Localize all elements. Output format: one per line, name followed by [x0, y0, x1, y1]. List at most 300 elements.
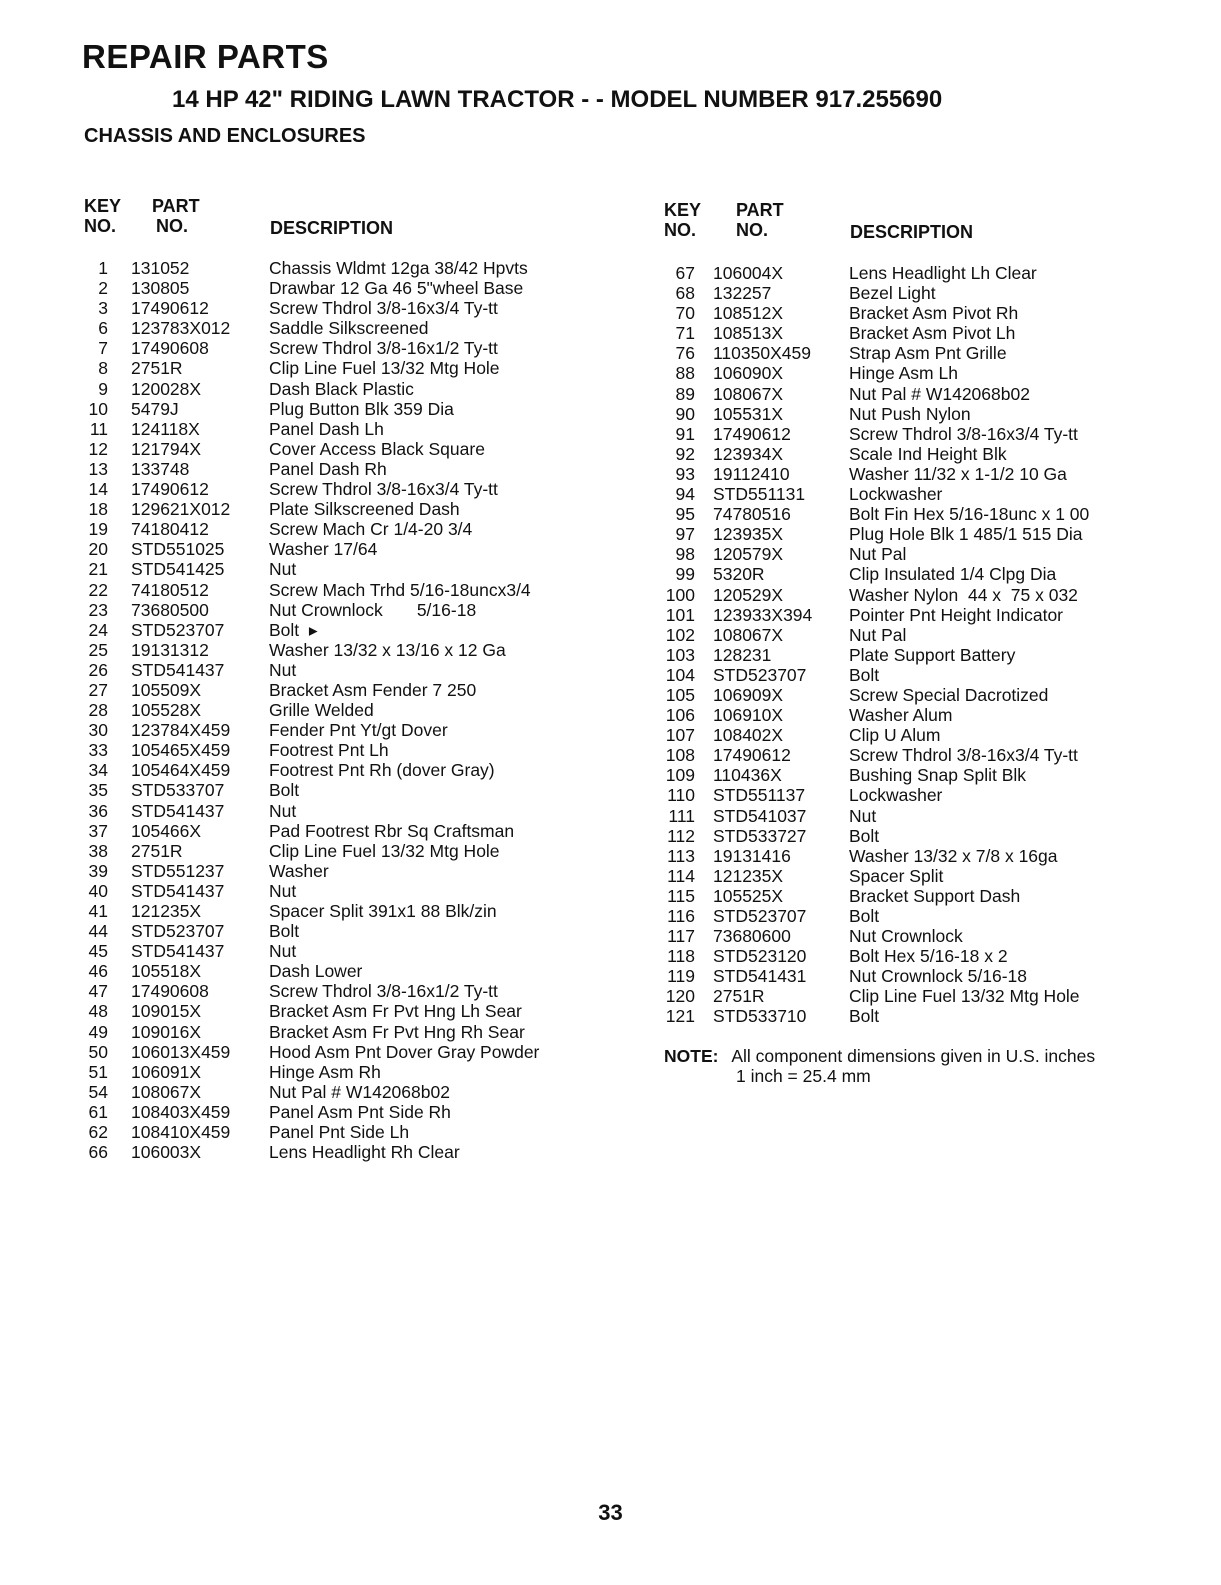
part-description: Bracket Support Dash	[849, 885, 1021, 906]
key-number: 76	[675, 343, 695, 364]
table-row	[84, 1082, 604, 1102]
table-row	[84, 720, 604, 740]
table-row	[660, 926, 1160, 946]
part-number: 17490612	[713, 745, 791, 766]
key-number: 70	[675, 303, 695, 324]
key-number: 23	[88, 599, 108, 620]
part-number: 121235X	[131, 901, 202, 921]
part-number: 17490612	[131, 298, 209, 319]
part-number: 17490608	[131, 981, 209, 1002]
part-description: Scale Ind Height Blk	[849, 443, 1007, 464]
part-number: 105464X459	[131, 760, 231, 781]
key-number: 117	[667, 926, 695, 947]
part-number: 106091X	[131, 1061, 202, 1082]
key-number: 54	[88, 1081, 108, 1102]
part-description: Dash Lower	[269, 961, 363, 982]
part-description: Bezel Light	[849, 283, 936, 304]
part-description: Screw Thdrol 3/8-16x3/4 Ty-tt	[849, 745, 1078, 766]
key-number: 44	[88, 921, 108, 942]
key-number: 51	[88, 1061, 108, 1082]
part-number: 120529X	[713, 584, 784, 605]
key-number: 71	[675, 323, 695, 344]
description-header: DESCRIPTION	[270, 218, 394, 238]
key-number: 107	[665, 725, 695, 746]
table-row	[84, 1102, 604, 1122]
key-number: 24	[88, 619, 108, 640]
table-row	[660, 444, 1160, 464]
table-row	[660, 544, 1160, 564]
part-number: 108402X	[713, 725, 784, 746]
part-number: 105525X	[713, 885, 784, 906]
part-description: Nut	[269, 559, 297, 580]
part-description: Hinge Asm Rh	[269, 1061, 381, 1082]
part-number: 19112410	[713, 463, 790, 484]
part-number: 105531X	[713, 403, 784, 424]
key-number: 118	[667, 946, 695, 967]
table-row	[84, 961, 604, 981]
part-description: Plug Button Blk 359 Dia	[269, 398, 454, 419]
key-number: 98	[675, 544, 695, 565]
table-row	[660, 384, 1160, 404]
part-number: 19131416	[713, 845, 791, 866]
part-description: Nut Crownlock 5/16-18	[269, 599, 477, 620]
table-row	[84, 660, 604, 680]
part-description: Bolt	[269, 921, 300, 942]
table-row	[84, 539, 604, 559]
table-row	[84, 580, 604, 600]
part-number: STD523707	[131, 619, 225, 640]
part-description: Screw Thdrol 3/8-16x3/4 Ty-tt	[269, 479, 498, 500]
part-number: STD551137	[713, 785, 806, 806]
table-row	[84, 640, 604, 660]
key-number: 18	[88, 499, 108, 520]
part-description: Bolt	[849, 664, 880, 685]
table-row	[660, 585, 1160, 605]
part-number: 128231	[713, 644, 772, 665]
part-description: Clip Line Fuel 13/32 Mtg Hole	[269, 358, 500, 379]
part-description: Bolt Hex 5/16-18 x 2	[849, 946, 1008, 967]
table-row	[660, 363, 1160, 383]
part-description: Drawbar 12 Ga 46 5"wheel Base	[269, 278, 524, 299]
part-description: Bolt ▸	[269, 619, 318, 640]
part-number: STD533727	[713, 825, 807, 846]
table-row	[84, 278, 604, 298]
part-description: Clip Line Fuel 13/32 Mtg Hole	[269, 840, 500, 861]
part-description: Washer	[269, 860, 329, 881]
table-row	[84, 881, 604, 901]
part-number: 131052	[131, 258, 190, 278]
note-line2: 1 inch = 25.4 mm	[736, 1066, 871, 1086]
key-number: 62	[88, 1122, 108, 1143]
part-description: Nut Push Nylon	[849, 403, 971, 424]
key-number: 113	[667, 845, 695, 866]
table-row	[660, 705, 1160, 725]
part-number: 130805	[131, 278, 190, 299]
key-number: 109	[665, 765, 695, 786]
table-row	[84, 519, 604, 539]
key-number: 114	[667, 865, 695, 886]
part-description: Bushing Snap Split Blk	[849, 765, 1027, 786]
key-number: 110	[667, 785, 695, 806]
part-description: Lens Headlight Lh Clear	[849, 263, 1037, 283]
key-number: 26	[88, 659, 108, 680]
description-header: DESCRIPTION	[850, 222, 974, 242]
part-header-line1: PART	[736, 200, 784, 220]
part-number: 106003X	[131, 1142, 202, 1163]
table-row	[84, 559, 604, 579]
table-row	[660, 765, 1160, 785]
part-description: Washer 17/64	[269, 539, 378, 560]
part-number: 2751R	[713, 986, 765, 1007]
key-number: 115	[667, 885, 695, 906]
part-number: STD541437	[131, 800, 225, 821]
part-number: 106910X	[713, 705, 784, 726]
table-row	[84, 358, 604, 378]
key-number: 103	[665, 644, 695, 665]
part-number: STD533710	[713, 1006, 807, 1027]
key-number: 27	[88, 679, 108, 700]
table-row	[84, 1142, 604, 1162]
part-number: STD523707	[131, 921, 225, 942]
part-number: 108067X	[131, 1081, 202, 1102]
part-description: Screw Thdrol 3/8-16x1/2 Ty-tt	[269, 338, 498, 359]
table-row	[84, 1022, 604, 1042]
table-row	[660, 564, 1160, 584]
table-row	[84, 419, 604, 439]
part-description: Clip Line Fuel 13/32 Mtg Hole	[849, 986, 1080, 1007]
part-description: Nut	[269, 880, 297, 901]
part-description: Clip U Alum	[849, 725, 941, 746]
key-number: 99	[675, 564, 695, 585]
part-number: 109015X	[131, 1001, 202, 1022]
table-row	[660, 906, 1160, 926]
part-description: Panel Pnt Side Lh	[269, 1122, 410, 1143]
part-description: Screw Thdrol 3/8-16x3/4 Ty-tt	[269, 298, 498, 319]
table-row	[84, 801, 604, 821]
key-number: 112	[667, 825, 695, 846]
part-number: 120579X	[713, 544, 784, 565]
key-number: 94	[675, 484, 695, 505]
key-header-line2: NO.	[84, 216, 117, 236]
key-number: 22	[88, 579, 108, 600]
key-number: 9	[98, 378, 108, 399]
part-description: Panel Dash Lh	[269, 418, 384, 439]
part-number: 105518X	[131, 961, 202, 982]
table-row	[84, 780, 604, 800]
key-number: 104	[665, 664, 695, 685]
table-row	[660, 625, 1160, 645]
part-description: Footrest Pnt Lh	[269, 740, 389, 761]
part-number: 123934X	[713, 443, 784, 464]
part-description: Washer 11/32 x 1-1/2 10 Ga	[849, 463, 1067, 484]
table-row	[84, 1001, 604, 1021]
part-number: 108410X459	[131, 1122, 231, 1143]
key-number: 20	[88, 539, 108, 560]
key-number: 3	[98, 298, 108, 319]
part-description: Nut	[269, 941, 297, 962]
table-row	[84, 459, 604, 479]
right-parts-list	[660, 263, 1160, 1027]
part-description: Washer Alum	[849, 705, 953, 726]
key-number: 116	[667, 906, 695, 926]
page-title: REPAIR PARTS	[82, 38, 329, 75]
key-number: 46	[88, 961, 108, 982]
part-description: Cover Access Black Square	[269, 438, 485, 459]
part-number: 17490612	[131, 479, 209, 500]
key-number: 36	[88, 800, 108, 821]
part-number: 2751R	[131, 840, 183, 861]
part-number: STD541425	[131, 559, 225, 580]
key-number: 111	[668, 805, 695, 826]
key-number: 12	[88, 438, 108, 459]
model-subtitle: 14 HP 42" RIDING LAWN TRACTOR - - MODEL NUMBER 917.255690	[172, 86, 943, 113]
part-description: Hinge Asm Lh	[849, 363, 958, 384]
part-description: Pointer Pnt Height Indicator	[849, 604, 1064, 625]
part-description: Nut Pal	[849, 624, 907, 645]
part-number: 124118X	[131, 418, 200, 439]
part-description: Spacer Split 391x1 88 Blk/zin	[269, 901, 497, 921]
part-number: 105528X	[131, 700, 202, 721]
key-number: 97	[675, 524, 695, 545]
table-row	[660, 685, 1160, 705]
table-row	[660, 323, 1160, 343]
part-number: 73680600	[713, 926, 791, 947]
part-description: Bracket Asm Fr Pvt Hng Rh Sear	[269, 1021, 525, 1042]
part-number: 17490612	[713, 423, 791, 444]
key-number: 34	[88, 760, 108, 781]
key-number: 10	[88, 398, 108, 419]
part-number: 110436X	[713, 765, 782, 786]
part-description: Lens Headlight Rh Clear	[269, 1142, 460, 1163]
table-row	[84, 740, 604, 760]
key-number: 45	[88, 941, 108, 962]
table-row	[660, 645, 1160, 665]
part-description: Bracket Asm Fr Pvt Hng Lh Sear	[269, 1001, 522, 1022]
part-number: STD551131	[713, 484, 806, 505]
part-description: Footrest Pnt Rh (dover Gray)	[269, 760, 495, 781]
key-number: 108	[665, 745, 695, 766]
part-description: Plate Support Battery	[849, 644, 1016, 665]
part-description: Dash Black Plastic	[269, 378, 414, 399]
part-description: Screw Thdrol 3/8-16x3/4 Ty-tt	[849, 423, 1078, 444]
key-number: 35	[88, 780, 108, 801]
part-number: STD541431	[713, 966, 807, 987]
table-row	[84, 841, 604, 861]
table-row	[84, 680, 604, 700]
table-row	[660, 846, 1160, 866]
key-number: 88	[675, 363, 695, 384]
table-row	[84, 1062, 604, 1082]
table-row	[660, 263, 1160, 283]
part-description: Strap Asm Pnt Grille	[849, 343, 1007, 364]
note	[664, 1046, 1095, 1066]
part-number: 120028X	[131, 378, 202, 399]
key-number: 7	[98, 338, 108, 359]
part-number: STD541437	[131, 880, 225, 901]
part-number: 74780516	[713, 504, 791, 525]
table-row	[84, 318, 604, 338]
key-number: 33	[88, 740, 108, 761]
part-description: Plug Hole Blk 1 485/1 515 Dia	[849, 524, 1083, 545]
key-number: 95	[675, 504, 695, 525]
key-number: 50	[88, 1041, 108, 1062]
part-number: 106004X	[713, 263, 784, 283]
key-number: 41	[88, 901, 108, 921]
part-number: 129621X012	[131, 499, 231, 520]
table-row	[84, 760, 604, 780]
part-description: Screw Thdrol 3/8-16x1/2 Ty-tt	[269, 981, 498, 1002]
part-number: STD551025	[131, 539, 225, 560]
table-row	[660, 826, 1160, 846]
key-number: 2	[98, 278, 108, 299]
left-parts-list	[84, 258, 604, 1162]
part-description: Hood Asm Pnt Dover Gray Powder	[269, 1041, 540, 1062]
table-row	[660, 745, 1160, 765]
part-number: STD541437	[131, 941, 225, 962]
key-number: 106	[665, 705, 695, 726]
key-number: 90	[675, 403, 695, 424]
key-number: 89	[675, 383, 695, 404]
part-number: STD523707	[713, 906, 807, 926]
table-row	[660, 886, 1160, 906]
key-number: 102	[665, 624, 695, 645]
key-number: 8	[98, 358, 108, 379]
key-header-line2: NO.	[664, 220, 697, 240]
table-row	[660, 866, 1160, 886]
key-number: 25	[88, 639, 108, 660]
part-number: 132257	[713, 283, 772, 304]
key-number: 49	[88, 1021, 108, 1042]
table-row	[84, 338, 604, 358]
table-row	[660, 725, 1160, 745]
table-row	[660, 605, 1160, 625]
part-description: Pad Footrest Rbr Sq Craftsman	[269, 820, 515, 841]
table-row	[660, 665, 1160, 685]
key-number: 66	[88, 1142, 108, 1163]
table-row	[84, 600, 604, 620]
part-description: Nut Pal # W142068b02	[269, 1081, 450, 1102]
key-number: 13	[88, 458, 108, 479]
key-number: 101	[665, 604, 695, 625]
key-number: 47	[88, 981, 108, 1002]
part-header-line1: PART	[152, 196, 200, 216]
part-description: Panel Asm Pnt Side Rh	[269, 1101, 451, 1122]
part-description: Nut Pal	[849, 544, 907, 565]
part-description: Spacer Split	[849, 865, 944, 886]
part-number: 123933X394	[713, 604, 813, 625]
part-description: Screw Mach Trhd 5/16-18uncx3/4	[269, 579, 531, 600]
table-row	[660, 484, 1160, 504]
table-row	[660, 404, 1160, 424]
part-description: Washer 13/32 x 7/8 x 16ga	[849, 845, 1058, 866]
table-row	[660, 283, 1160, 303]
key-number: 91	[675, 423, 695, 444]
key-number: 93	[675, 463, 695, 484]
part-description: Screw Special Dacrotized	[849, 684, 1049, 705]
part-description: Nut	[269, 800, 297, 821]
table-row	[660, 806, 1160, 826]
table-row	[660, 1006, 1160, 1026]
part-description: Screw Mach Cr 1/4-20 3/4	[269, 519, 473, 540]
part-number: 121235X	[713, 865, 784, 886]
part-number: 110350X459	[713, 343, 811, 364]
part-number: 105466X	[131, 820, 202, 841]
part-number: STD523120	[713, 946, 807, 967]
table-row	[660, 946, 1160, 966]
part-description: Lockwasher	[849, 785, 943, 806]
part-number: 108512X	[713, 303, 784, 324]
part-number: 123784X459	[131, 720, 231, 741]
part-number: STD541037	[713, 805, 807, 826]
key-header-line1: KEY	[664, 200, 702, 220]
part-description: Plate Silkscreened Dash	[269, 499, 460, 520]
part-number: 108403X459	[131, 1101, 231, 1122]
table-row	[660, 343, 1160, 363]
key-number: 19	[88, 519, 108, 540]
table-row	[660, 785, 1160, 805]
table-row	[84, 821, 604, 841]
key-number: 37	[88, 820, 108, 841]
part-number: 106013X459	[131, 1041, 231, 1062]
part-description: Fender Pnt Yt/gt Dover	[269, 720, 448, 741]
table-row	[84, 499, 604, 519]
part-number: 123935X	[713, 524, 784, 545]
part-number: 5320R	[713, 564, 765, 585]
table-row	[84, 941, 604, 961]
part-number: 123783X012	[131, 318, 231, 339]
key-number: 61	[88, 1101, 108, 1122]
table-row	[660, 303, 1160, 323]
part-description: Saddle Silkscreened	[269, 318, 429, 339]
table-row	[84, 379, 604, 399]
table-row	[84, 901, 604, 921]
key-number: 120	[665, 986, 695, 1007]
key-number: 14	[88, 479, 108, 500]
table-row	[84, 298, 604, 318]
part-number: 106909X	[713, 684, 784, 705]
table-row	[84, 981, 604, 1001]
section-heading: CHASSIS AND ENCLOSURES	[84, 125, 366, 147]
key-number: 38	[88, 840, 108, 861]
table-row	[84, 258, 604, 278]
key-header-line1: KEY	[84, 196, 122, 216]
table-row	[660, 464, 1160, 484]
part-number: STD533707	[131, 780, 225, 801]
part-number: 5479J	[131, 398, 179, 419]
part-description: Panel Dash Rh	[269, 458, 387, 479]
key-number: 39	[88, 860, 108, 881]
key-number: 119	[667, 966, 695, 987]
part-number: 17490608	[131, 338, 209, 359]
table-row	[84, 399, 604, 419]
key-number: 11	[89, 418, 108, 439]
part-description: Grille Welded	[269, 700, 374, 721]
part-description: Bracket Asm Fender 7 250	[269, 679, 477, 700]
part-number: 109016X	[131, 1021, 202, 1042]
part-number: 108513X	[713, 323, 784, 344]
table-row	[84, 1122, 604, 1142]
part-description: Nut	[269, 659, 297, 680]
part-number: 133748	[131, 458, 190, 479]
table-row	[660, 424, 1160, 444]
part-description: Clip Insulated 1/4 Clpg Dia	[849, 564, 1057, 585]
table-row	[84, 1042, 604, 1062]
part-number: STD523707	[713, 664, 807, 685]
part-number: 19131312	[131, 639, 209, 660]
table-row	[84, 479, 604, 499]
table-row	[84, 620, 604, 640]
part-number: 121794X	[131, 438, 202, 459]
